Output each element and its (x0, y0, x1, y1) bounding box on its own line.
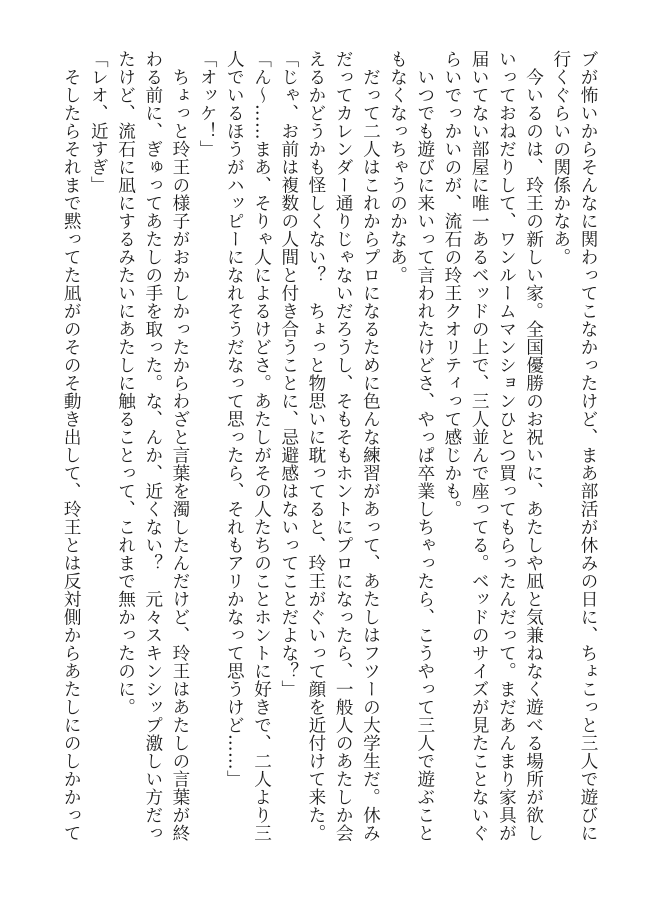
text-line: 行くぐらいの関係かなあ。 (550, 50, 571, 266)
text-line: ブが怖いからそんなに関わってこなかったけど、まあ部活が休みの日に、ちょこっと三人で遊びに (578, 50, 598, 842)
text-line: だって二人はこれからプロになるために色んな練習があって、あたしはフツーの大学生だ。休み (360, 50, 381, 842)
vertical-text-body (57, 50, 601, 862)
text-line: そしたらそれまで黙ってた凪がのそのそ動き出して、玲王とは反対側からあたしにのしかかって (61, 50, 82, 842)
text-line: いつでも遊びに来いって言われたけどさ、やっぱ卒業しちゃったら、こうやって三人で遊ぶこと (414, 50, 435, 842)
text-line: わる前に、ぎゅってあたしの手を取った。な、んか、近くない？ 元々スキンシップ激しい方だっ (142, 50, 163, 842)
text-line: だってカレンダー通りじゃないだろうし、そもそもホントにプロになったら、一般人のあたしか会 (333, 50, 354, 842)
text-line: 「レオ、近すぎ」 (88, 50, 109, 194)
text-line: 「オッケ！」 (197, 50, 218, 158)
text-line: 「ん〜……まあ、そりゃ人によるけどさ。あたしがその人たちのことホントに好きで、二人より三 (251, 50, 272, 842)
text-line: いっておねだりして、ワンルームマンションひとつ買ってもらったんだって。まだあんまり家具が (496, 50, 517, 842)
text-line: えるかどうかも怪しくない？ ちょっと物思いに耽ってると、玲王がぐいって顔を近付けて来た。 (305, 50, 326, 842)
text-line: 人でいるほうがハッピーになれそうだなって思ったら、それもアリかなって思うけど……」 (224, 50, 245, 788)
text-line: 「じゃ、お前は複数の人間と付き合うことに、忌避感はないってことだよな？」 (278, 50, 299, 698)
text-line: ちょっと玲王の様子がおかしかったからわざと言葉を濁したんだけど、玲王はあたしの言葉が終 (169, 50, 190, 842)
text-line: たけど、流石に凪にするみたいにあたしに触ることって、これまで無かったのに。 (115, 50, 136, 716)
text-line: 届いてない部屋に唯一あるベッドの上で、三人並んで座ってる。ベッドのサイズが見たことないぐ (469, 50, 490, 842)
text-line: らいでっかいのが、流石の玲王クオリティって感じかも。 (441, 50, 462, 518)
text-line: もなくなっちゃうのかなあ。 (387, 50, 408, 284)
text-line: 今いるのは、玲王の新しい家。全国優勝のお祝いに、あたしや凪と気兼ねなく遊べる場所が欲し (523, 50, 544, 842)
